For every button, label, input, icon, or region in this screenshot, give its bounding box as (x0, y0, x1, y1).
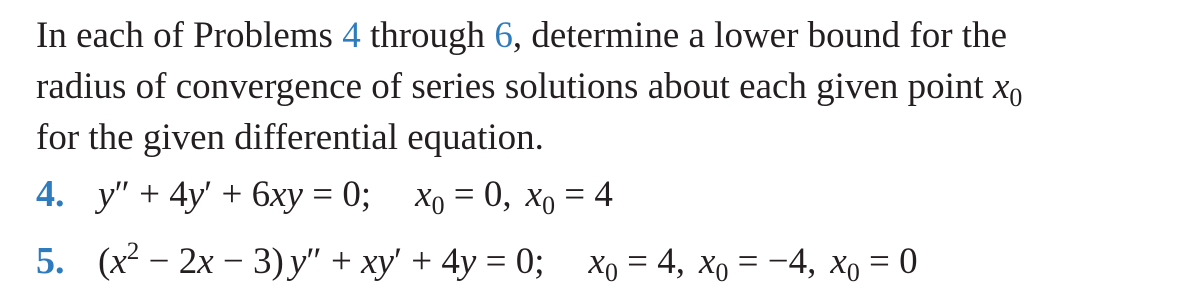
instructions-text: radius of convergence of series solutions about each given point (36, 66, 993, 107)
eq-part: 2 (126, 238, 140, 266)
eq-part: y (459, 241, 477, 282)
eq-part: 0 (715, 257, 729, 287)
eq-part: ″ + 4 (114, 174, 188, 215)
eq-part: x (415, 174, 432, 215)
eq-part: − 3) (213, 241, 284, 282)
instructions-text: through (360, 15, 495, 56)
eq-part: = −4, (728, 241, 817, 282)
instructions-line-3: for the given differential equation. (36, 117, 544, 158)
eq-part: − 2 (139, 241, 198, 282)
differential-equation (98, 173, 371, 216)
eq-part: x (197, 241, 214, 282)
given-point (830, 240, 918, 287)
eq-part: = 4, (617, 241, 686, 282)
eq-part: xy (361, 241, 394, 282)
given-point (699, 240, 817, 287)
instructions-text: , determine a lower bound for the (512, 15, 1008, 56)
point-variable-subscript: 0 (1009, 82, 1023, 112)
instructions-line-1 (36, 10, 1186, 61)
differential-equation (98, 240, 545, 283)
eq-part: 0 (431, 190, 445, 220)
eq-part: = 0 (859, 241, 918, 282)
point-variable-letter: x (992, 66, 1010, 107)
eq-part: = 0, (444, 174, 512, 215)
eq-part: x (525, 174, 543, 215)
eq-part: xy (270, 174, 303, 215)
given-point (525, 173, 613, 220)
problem-5 (36, 238, 932, 287)
eq-part: y (289, 241, 307, 282)
eq-part: ′ + 4 (393, 241, 460, 282)
eq-part: x (588, 241, 605, 282)
point-variable (992, 66, 1023, 112)
eq-part: y (187, 174, 205, 215)
eq-part: ′ + 6 (204, 174, 271, 215)
problem-link-4[interactable]: 4 (342, 15, 361, 56)
problem-number: 4. (36, 173, 65, 215)
problem-4 (36, 172, 627, 220)
given-point (588, 240, 686, 287)
eq-part: x (830, 241, 847, 282)
eq-part: = 4 (555, 174, 613, 215)
given-point (415, 173, 512, 220)
instructions (36, 10, 1186, 163)
eq-part: 0 (846, 257, 860, 287)
problem-number: 5. (36, 240, 65, 282)
eq-part: = 0; (302, 174, 372, 215)
problem-link-6[interactable]: 6 (494, 15, 513, 56)
instructions-line-2 (36, 61, 1186, 112)
eq-part: y (98, 174, 115, 215)
eq-part: = 0; (476, 241, 545, 282)
eq-part: x (110, 241, 127, 282)
eq-part: 0 (604, 257, 618, 287)
eq-part: 0 (542, 190, 556, 220)
eq-part: ( (98, 241, 111, 282)
eq-part: x (699, 241, 716, 282)
eq-part: ″ + (306, 241, 362, 282)
instructions-text: In each of Problems (36, 15, 343, 56)
